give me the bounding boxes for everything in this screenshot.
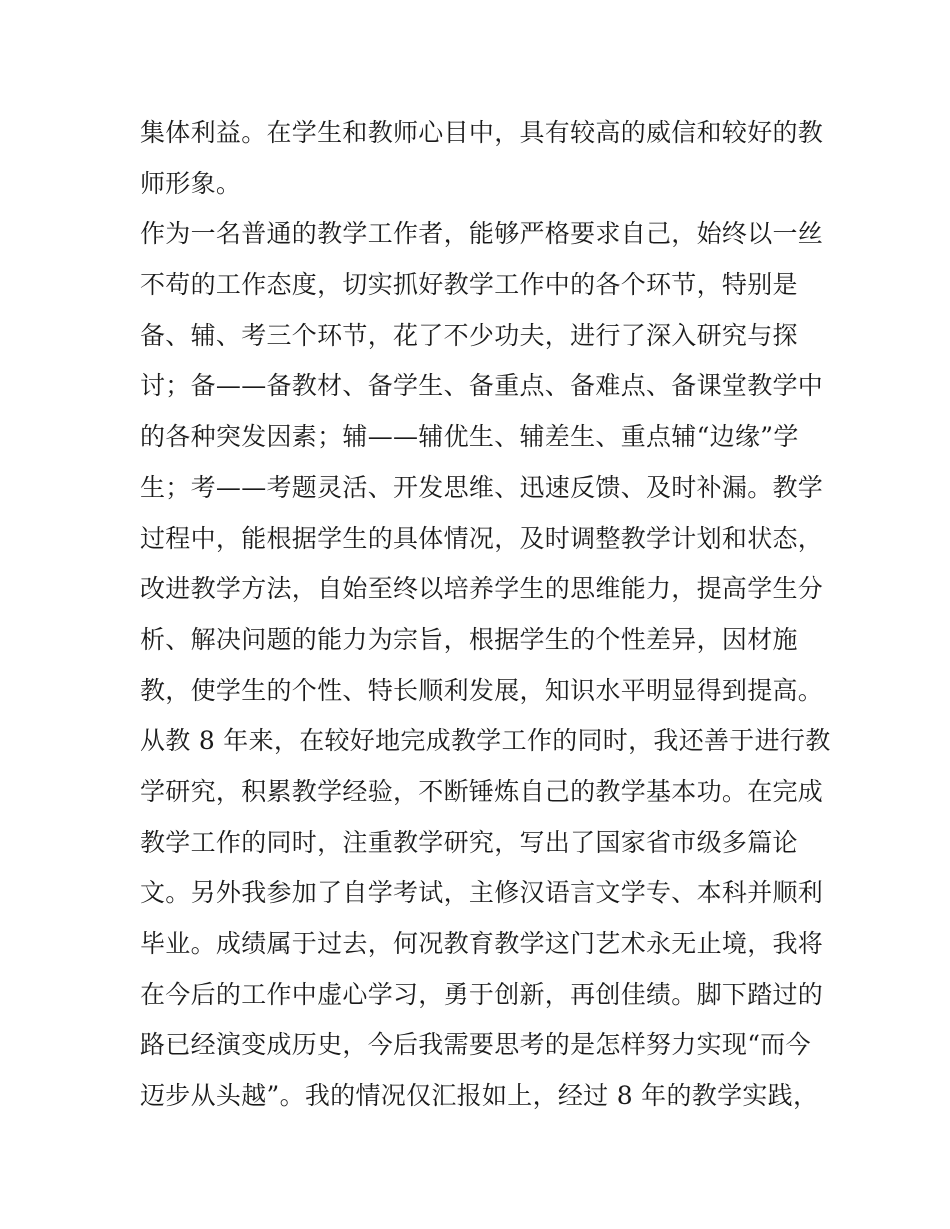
text-line: 迈步从头越”。我的情况仅汇报如上，经过 8 年的教学实践， — [140, 1081, 819, 1111]
text-line: 的各种突发因素；辅——辅优生、辅差生、重点辅“边缘”学 — [140, 422, 799, 452]
text-line: 文。另外我参加了自学考试，主修汉语言文学专、本科并顺利 — [140, 878, 824, 908]
text-line: 集体利益。在学生和教师心目中，具有较高的威信和较好的教 — [140, 118, 824, 147]
text-line: 生；考——考题灵活、开发思维、迅速反馈、及时补漏。教学 — [140, 472, 824, 502]
text-line: 改进教学方法，自始至终以培养学生的思维能力，提高学生分 — [140, 574, 824, 604]
text-line: 路已经演变成历史，今后我需要思考的是怎样努力实现“而今 — [140, 1030, 811, 1060]
text-line: 讨；备——备教材、备学生、备重点、备难点、备课堂教学中 — [140, 371, 824, 401]
text-line: 毕业。成绩属于过去，何况教育教学这门艺术永无止境，我将 — [140, 929, 824, 958]
text-line: 学研究，积累教学经验，不断锤炼自己的教学基本功。在完成 — [140, 776, 824, 806]
text-line: 作为一名普通的教学工作者，能够严格要求自己，始终以一丝 — [140, 219, 824, 249]
text-line: 教学工作的同时，注重教学研究，写出了国家省市级多篇论 — [140, 827, 798, 857]
text-line: 从教 8 年来，在较好地完成教学工作的同时，我还善于进行教 — [140, 726, 831, 756]
body-text — [140, 108, 831, 1122]
text-line: 过程中，能根据学生的具体情况，及时调整教学计划和状态， — [140, 523, 824, 553]
text-line: 教，使学生的个性、特长顺利发展，知识水平明显得到提高。 — [140, 675, 824, 705]
text-line: 析、解决问题的能力为宗旨，根据学生的个性差异，因材施 — [140, 624, 798, 654]
text-line: 备、辅、考三个环节，花了不少功夫，进行了深入研究与探 — [140, 320, 798, 350]
text-line: 不苟的工作态度，切实抓好教学工作中的各个环节，特别是 — [140, 270, 798, 300]
text-line: 师形象。 — [140, 168, 242, 198]
text-line: 在今后的工作中虚心学习，勇于创新，再创佳绩。脚下踏过的 — [140, 979, 824, 1009]
